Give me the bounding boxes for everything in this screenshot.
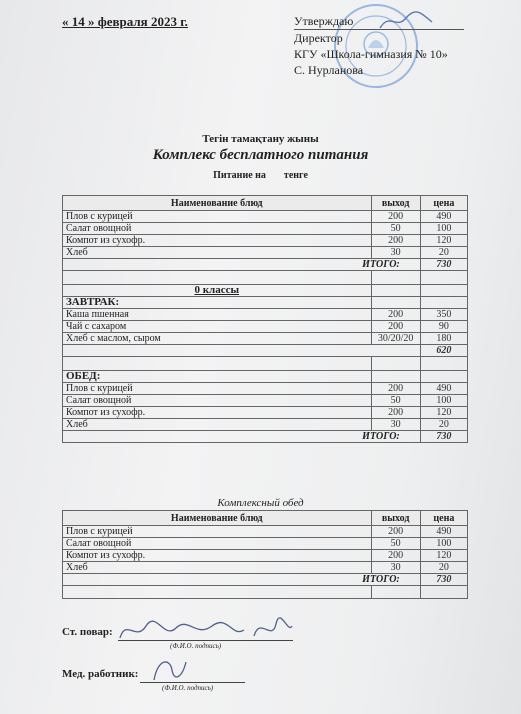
approve-position: Директор [294,31,343,45]
menu-table [62,195,468,443]
lunch-label: ОБЕД: [63,371,372,383]
subtitle [0,170,521,181]
dish-price: 20 [420,247,467,259]
dish-price: 20 [420,562,467,574]
blank-cell [63,271,372,285]
dish-price: 350 [420,309,467,321]
class-label: 0 классы [63,285,372,297]
complex-title: Комплексный обед [217,497,304,509]
total-row [63,574,468,586]
cook-signature [116,612,296,646]
approve-title: Утверждаю [294,13,464,30]
table-row [63,333,468,345]
section-row [63,297,468,309]
breakfast-label: ЗАВТРАК: [63,297,372,309]
dish-out: 30 [371,419,420,431]
approve-name: С. Нурланова [294,63,364,77]
dish-out: 200 [371,211,420,223]
total-row [63,259,468,271]
blank-cell [63,586,372,599]
blank-row [63,357,468,371]
dish-price: 180 [420,333,467,345]
breakfast-total: 620 [420,345,467,357]
table-row [63,395,468,407]
dish-name: Компот из сухофр. [63,550,372,562]
total-row [63,345,468,357]
dish-name: Плов с курицей [63,383,372,395]
blank-cell [420,285,467,297]
cook-label: Ст. повар: [62,626,113,638]
dish-price: 490 [420,383,467,395]
dish-out: 200 [371,309,420,321]
col-out: выход [371,196,420,211]
dish-price: 90 [420,321,467,333]
dish-out: 50 [371,395,420,407]
dish-out: 50 [371,223,420,235]
table-row [63,321,468,333]
document-date: « 14 » февраля 2023 г. [62,14,188,29]
blank-cell [420,357,467,371]
total-label: ИТОГО: [63,431,421,443]
total-row [63,431,468,443]
dish-out: 200 [371,550,420,562]
complex-total: 730 [420,574,467,586]
col-out: выход [371,511,420,526]
subtitle-right: тенге [283,170,308,181]
dish-out: 30 [371,247,420,259]
medic-label: Мед. работник: [62,668,139,680]
table-row [63,309,468,321]
blank-cell [371,357,420,371]
dish-price: 120 [420,235,467,247]
dish-name: Компот из сухофр. [63,407,372,419]
main-title: Комплекс бесплатного питания [152,147,369,163]
approval-block [294,13,494,78]
dish-name: Плов с курицей [63,211,372,223]
cook-caption: (Ф.И.О. подпись) [170,642,222,650]
dish-name: Чай с сахаром [63,321,372,333]
table-row [63,419,468,431]
col-price: цена [420,196,467,211]
blank-cell [371,271,420,285]
dish-out: 200 [371,407,420,419]
subtitle-left: Питание на [213,170,266,181]
table-row [63,550,468,562]
dish-price: 100 [420,395,467,407]
dish-name: Салат овощной [63,223,372,235]
dish-out: 200 [371,235,420,247]
dish-out: 200 [371,383,420,395]
dish-name: Хлеб с маслом, сыром [63,333,372,345]
blank-cell [371,297,420,309]
table-row [63,223,468,235]
dish-price: 20 [420,419,467,431]
table-row [63,383,468,395]
dish-price: 490 [420,526,467,538]
dish-out: 50 [371,538,420,550]
dish-out: 200 [371,526,420,538]
dish-name: Каша пшенная [63,309,372,321]
table-row [63,562,468,574]
complex-table [62,510,468,599]
dish-name: Плов с курицей [63,526,372,538]
blank-cell [63,345,421,357]
table-row [63,407,468,419]
blank-row [63,586,468,599]
col-price: цена [420,511,467,526]
blank-row [63,271,468,285]
dish-name: Компот из сухофр. [63,235,372,247]
dish-name: Хлеб [63,419,372,431]
dish-price: 120 [420,550,467,562]
total-label: ИТОГО: [63,574,421,586]
dish-price: 100 [420,223,467,235]
col-name: Наименование блюд [63,511,372,526]
medic-signature [150,654,190,684]
dish-name: Хлеб [63,562,372,574]
table-row [63,526,468,538]
blank-cell [420,271,467,285]
dish-price: 100 [420,538,467,550]
dish-name: Салат овощной [63,538,372,550]
blank-cell [420,586,467,599]
dish-out: 30/20/20 [371,333,420,345]
blank-cell [420,371,467,383]
table-row [63,247,468,259]
class-row [63,285,468,297]
table-row [63,211,468,223]
dish-name: Салат овощной [63,395,372,407]
lunch-total: 730 [420,431,467,443]
col-name: Наименование блюд [63,196,372,211]
total-value: 730 [420,259,467,271]
blank-cell [371,285,420,297]
blank-cell [371,586,420,599]
medic-caption: (Ф.И.О. подпись) [162,684,214,692]
table-header [63,196,468,211]
dish-name: Хлеб [63,247,372,259]
total-label: ИТОГО: [63,259,421,271]
blank-cell [371,371,420,383]
kazakh-title: Тегін тамақтану жыны [202,133,319,145]
dish-price: 490 [420,211,467,223]
table-header [63,511,468,526]
blank-cell [63,357,372,371]
table-row [63,538,468,550]
dish-out: 30 [371,562,420,574]
dish-price: 120 [420,407,467,419]
dish-out: 200 [371,321,420,333]
table-row [63,235,468,247]
approve-school: КГУ «Школа-гимназия № 10» [294,47,448,61]
section-row [63,371,468,383]
blank-cell [420,297,467,309]
